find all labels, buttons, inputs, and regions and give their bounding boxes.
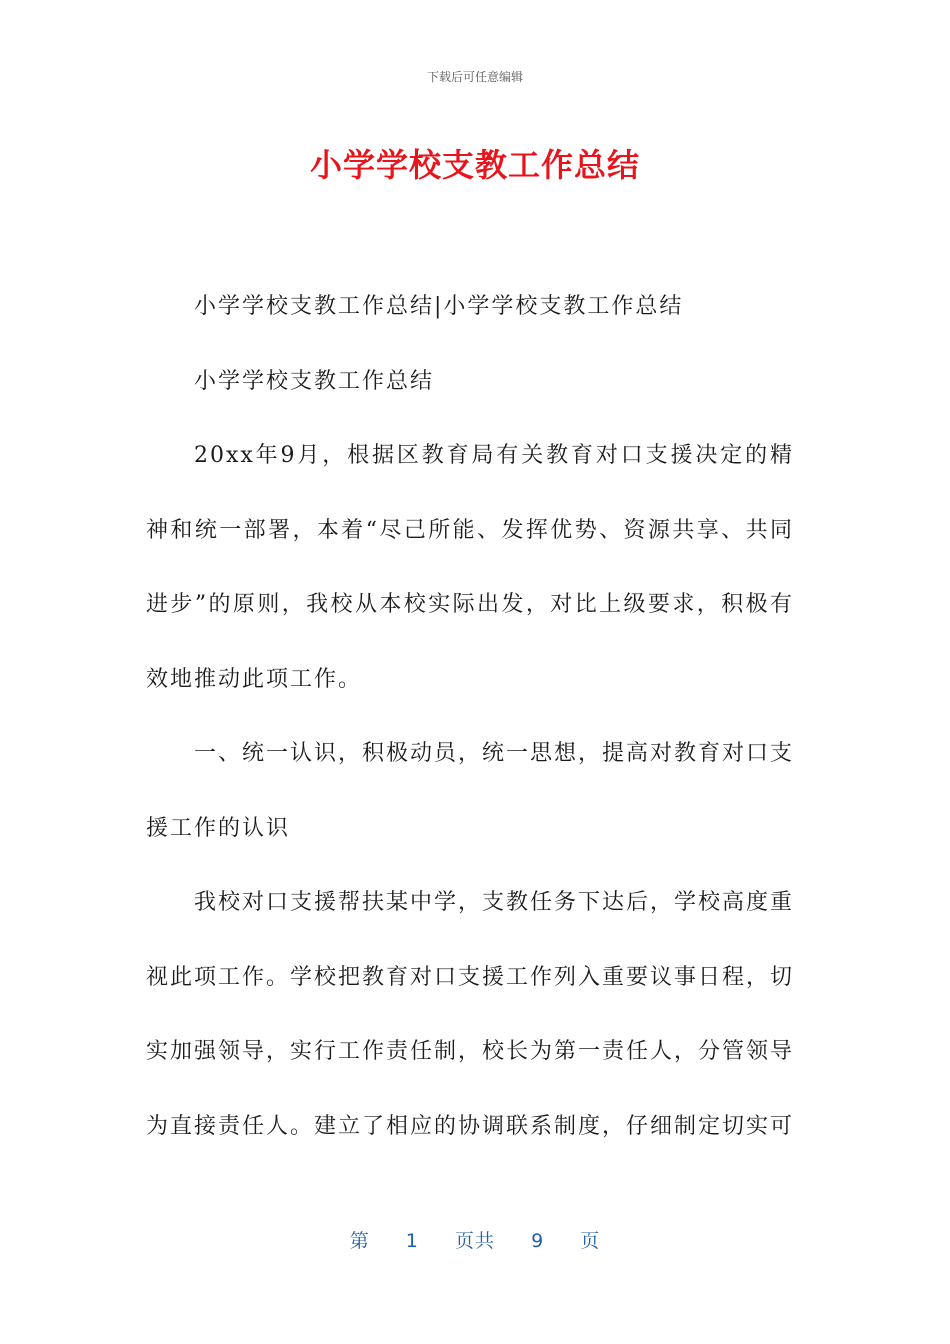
document-body <box>146 270 794 1164</box>
paragraph: 20xx年9月，根据区教育局有关教育对口支援决定的精神和统一部署，本着“尽己所能、发挥优势、资源共享、共同进步”的原则，我校从本校实际出发，对比上级要求，积极有效地推动此项工作。 <box>146 443 794 692</box>
paragraph: 一、统一认识，积极动员，统一思想，提高对教育对口支援工作的认识 <box>146 741 795 841</box>
paragraph: 小学学校支教工作总结|小学学校支教工作总结 <box>194 294 684 319</box>
total-pages-number: 9 <box>531 1230 545 1252</box>
footer-middle: 页共 <box>454 1230 495 1252</box>
paragraph: 小学学校支教工作总结 <box>194 368 435 394</box>
footer-suffix: 页 <box>580 1230 601 1252</box>
footer-prefix: 第 <box>349 1230 370 1252</box>
current-page-number: 1 <box>405 1230 419 1252</box>
paragraph: 我校对口支援帮扶某中学，支教任务下达后，学校高度重视此项工作。学校把教育对口支援工作列入重要议事日程，切实加强领导，实行工作责任制，校长为第一责任人，分管领导为直接责任人。建立了相应的协调联系制度，仔细制定切实可 <box>146 890 795 1139</box>
page-footer <box>0 1226 950 1253</box>
header-note: 下载后可任意编辑 <box>426 70 523 84</box>
document-title: 小学学校支教工作总结 <box>309 146 640 184</box>
